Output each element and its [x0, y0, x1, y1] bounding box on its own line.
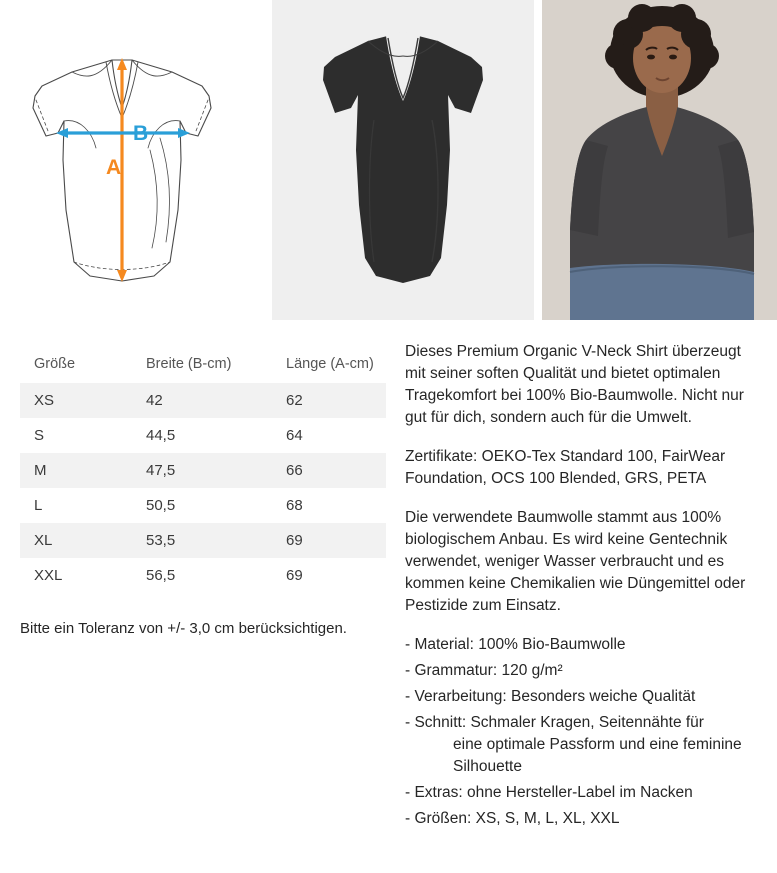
technical-drawing-panel: [0, 0, 264, 320]
cell-length: 62: [286, 392, 303, 409]
table-row: [20, 488, 386, 523]
column-header-width: Breite (B-cm): [146, 356, 232, 372]
width-label-b: B: [133, 122, 149, 145]
model-photo-panel: [542, 0, 777, 320]
cell-width: 50,5: [146, 497, 176, 514]
cell-length: 64: [286, 427, 303, 444]
spec-cut-continued: eine optimale Passform und eine feminine Silhouette: [453, 736, 742, 775]
spec-processing: - Verarbeitung: Besonders weiche Qualität: [405, 688, 696, 705]
cell-size: S: [34, 427, 45, 444]
column-header-length: Länge (A-cm): [286, 356, 374, 372]
spec-list: [405, 634, 760, 830]
cell-width: 53,5: [146, 532, 176, 549]
cell-width: 42: [146, 392, 163, 409]
product-photo: [272, 0, 534, 320]
list-item: [405, 686, 760, 708]
description-column: [405, 341, 760, 834]
cell-size: XXL: [34, 567, 63, 584]
list-item: [405, 712, 760, 778]
spec-sizes: - Größen: XS, S, M, L, XL, XXL: [405, 810, 620, 827]
table-row: [20, 383, 386, 418]
size-table-column: [20, 347, 386, 637]
table-row: [20, 523, 386, 558]
table-row: [20, 558, 386, 593]
image-row: [0, 0, 777, 320]
spec-cut: - Schnitt: Schmaler Kragen, Seitennähte für: [405, 714, 704, 731]
size-table: [20, 347, 386, 593]
spec-weight: - Grammatur: 120 g/m²: [405, 662, 563, 679]
description-paragraph-2: Zertifikate: OEKO-Tex Standard 100, FairWear Foundation, OCS 100 Blended, GRS, PETA: [405, 448, 726, 487]
cell-size: XS: [34, 392, 55, 409]
list-item: [405, 634, 760, 656]
product-shirt-svg: [272, 0, 534, 320]
list-item: [405, 660, 760, 682]
column-header-size: Größe: [34, 356, 76, 372]
cell-length: 68: [286, 497, 303, 514]
length-label-a: A: [106, 156, 122, 179]
cell-length: 69: [286, 567, 303, 584]
description-paragraph-3: Die verwendete Baumwolle stammt aus 100% biologischem Anbau. Es wird keine Gentechnik verwendet, weniger Wasser verbraucht und es kommen keine Chemikalien wie Düngemittel oder Pestizide zum Einsatz.: [405, 509, 746, 614]
cell-size: M: [34, 462, 47, 479]
description-paragraph-1: Dieses Premium Organic V-Neck Shirt überzeugt mit seiner soften Qualität und bietet optimalen Tragekomfort bei 100% Bio-Baumwolle. Nicht nur gut für dich, sondern auch für die Umwelt.: [405, 343, 744, 426]
spec-material: - Material: 100% Bio-Baumwolle: [405, 636, 626, 653]
product-photo-panel: [272, 0, 534, 320]
cell-size: L: [34, 497, 43, 514]
table-header-row: [20, 347, 386, 383]
table-row: [20, 418, 386, 453]
table-row: [20, 453, 386, 488]
model-photo-svg: [542, 0, 777, 320]
model-photo: [542, 0, 777, 320]
cell-width: 56,5: [146, 567, 176, 584]
list-item: [405, 782, 760, 804]
cell-width: 47,5: [146, 462, 176, 479]
size-table-head: [20, 347, 386, 383]
spec-extras: - Extras: ohne Hersteller-Label im Nacken: [405, 784, 693, 801]
list-item: [405, 808, 760, 830]
cell-width: 44,5: [146, 427, 176, 444]
tolerance-note: Bitte ein Toleranz von +/- 3,0 cm berücksichtigen.: [20, 620, 347, 637]
size-table-body: [20, 383, 386, 593]
technical-drawing-svg: [0, 0, 264, 320]
cell-length: 69: [286, 532, 303, 549]
cell-size: XL: [34, 532, 53, 549]
cell-length: 66: [286, 462, 303, 479]
